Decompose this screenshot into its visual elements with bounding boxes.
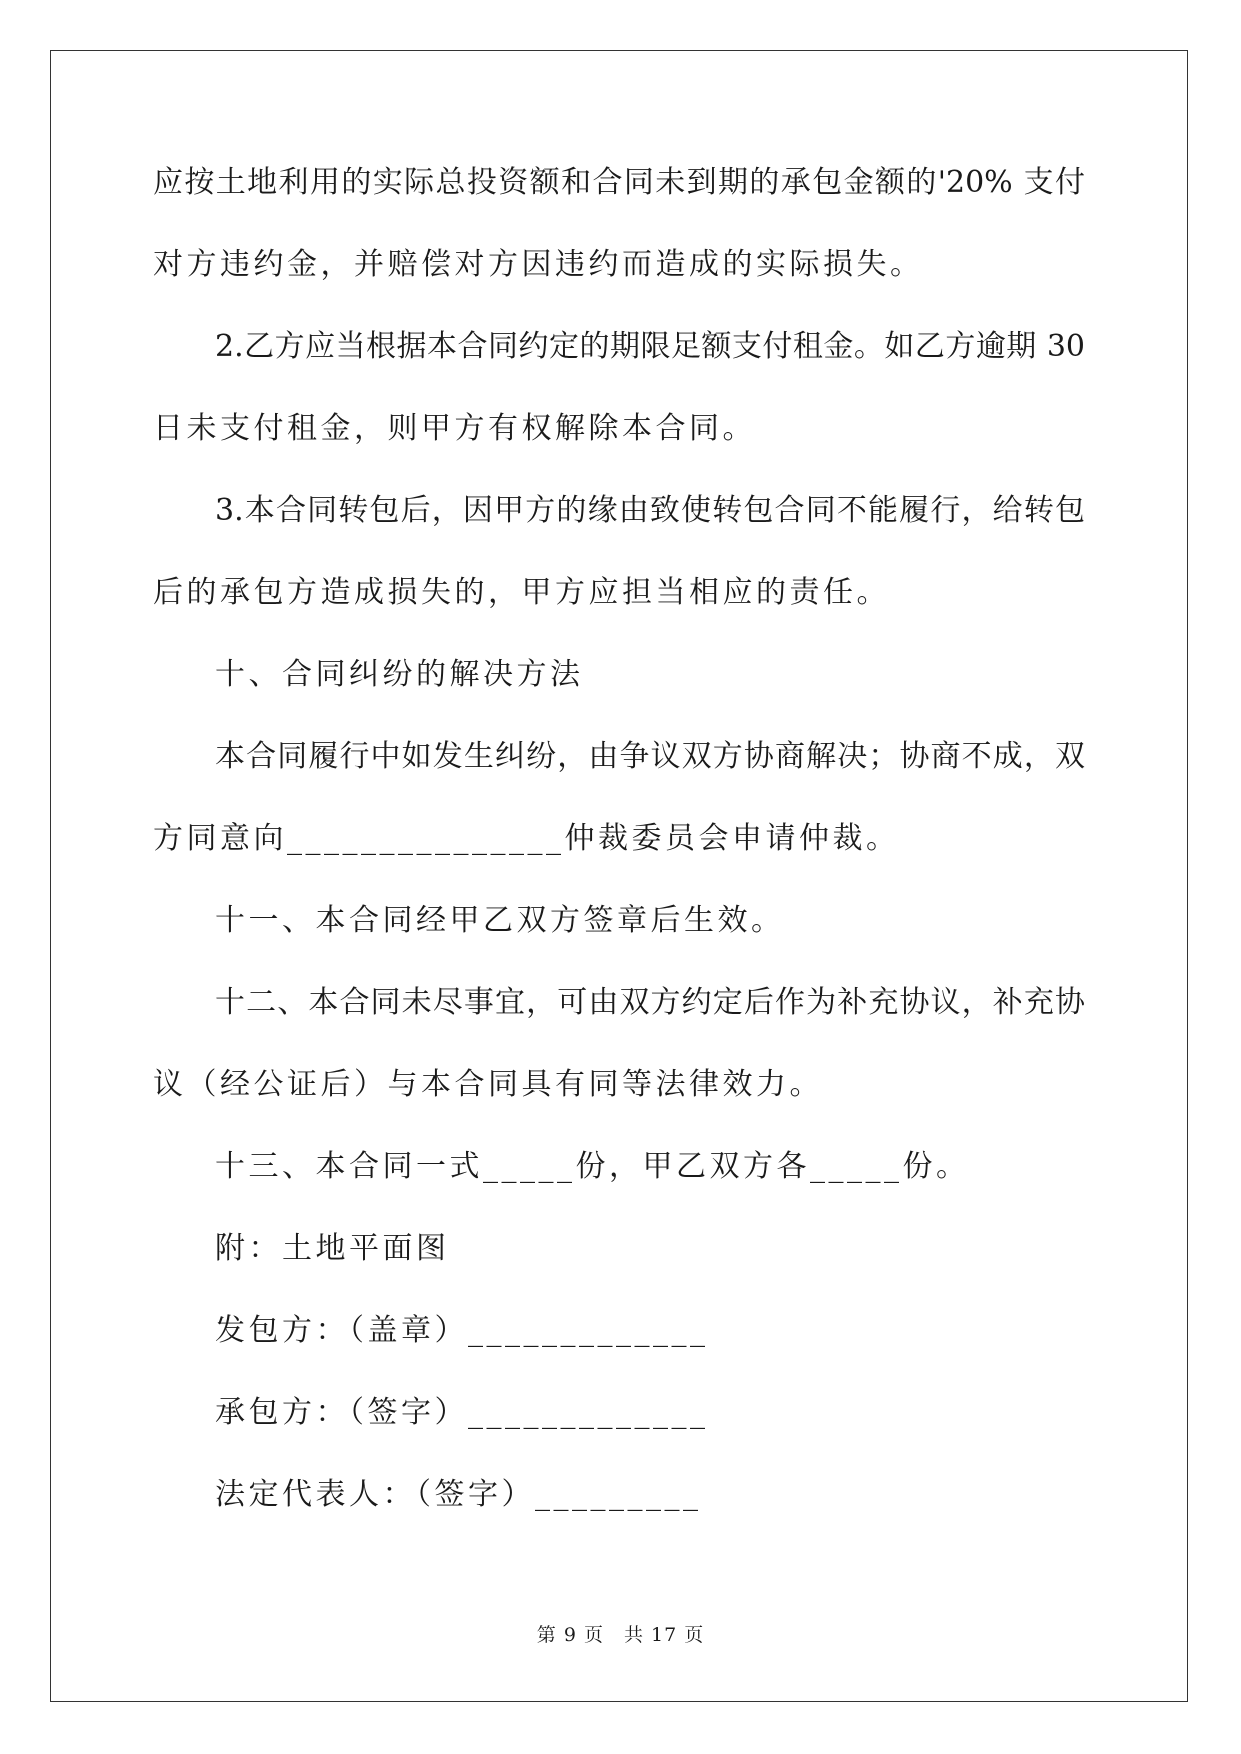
text-line: 3.本合同转包后，因甲方的缘由致使转包合同不能履行，给转包 <box>215 493 1085 528</box>
text-line: 后的承包方造成损失的，甲方应担当相应的责任。 <box>153 575 890 610</box>
text-line: 本合同履行中如发生纠纷，由争议双方协商解决；协商不成，双 <box>215 739 1085 774</box>
text-line: 方同意向_______________仲裁委员会申请仲裁。 <box>153 821 900 856</box>
signature-line-legal-rep: 法定代表人：（签字）_________ <box>215 1477 702 1512</box>
signature-line-contractor: 承包方：（签字）_____________ <box>215 1395 709 1430</box>
page-number: 第 9 页 共 17 页 <box>536 1624 705 1646</box>
text-line: 十一、本合同经甲乙双方签章后生效。 <box>215 903 785 938</box>
section-heading: 十、合同纠纷的解决方法 <box>215 657 584 692</box>
text-line: 十三、本合同一式_____份，甲乙双方各_____份。 <box>215 1149 970 1184</box>
text-line: 2.乙方应当根据本合同约定的期限足额支付租金。如乙方逾期 30 <box>215 329 1085 364</box>
text-line: 应按土地利用的实际总投资额和合同未到期的承包金额的'20% 支付 <box>153 165 1085 200</box>
signature-line-issuer: 发包方：（盖章）_____________ <box>215 1313 709 1348</box>
text-line: 日未支付租金，则甲方有权解除本合同。 <box>153 411 756 446</box>
text-line: 议（经公证后）与本合同具有同等法律效力。 <box>153 1067 823 1102</box>
text-line: 十二、本合同未尽事宜，可由双方约定后作为补充协议，补充协 <box>215 985 1085 1020</box>
text-line: 对方违约金，并赔偿对方因违约而造成的实际损失。 <box>153 247 924 282</box>
attachment-note: 附：土地平面图 <box>215 1231 450 1266</box>
document-body <box>153 163 1085 1557</box>
